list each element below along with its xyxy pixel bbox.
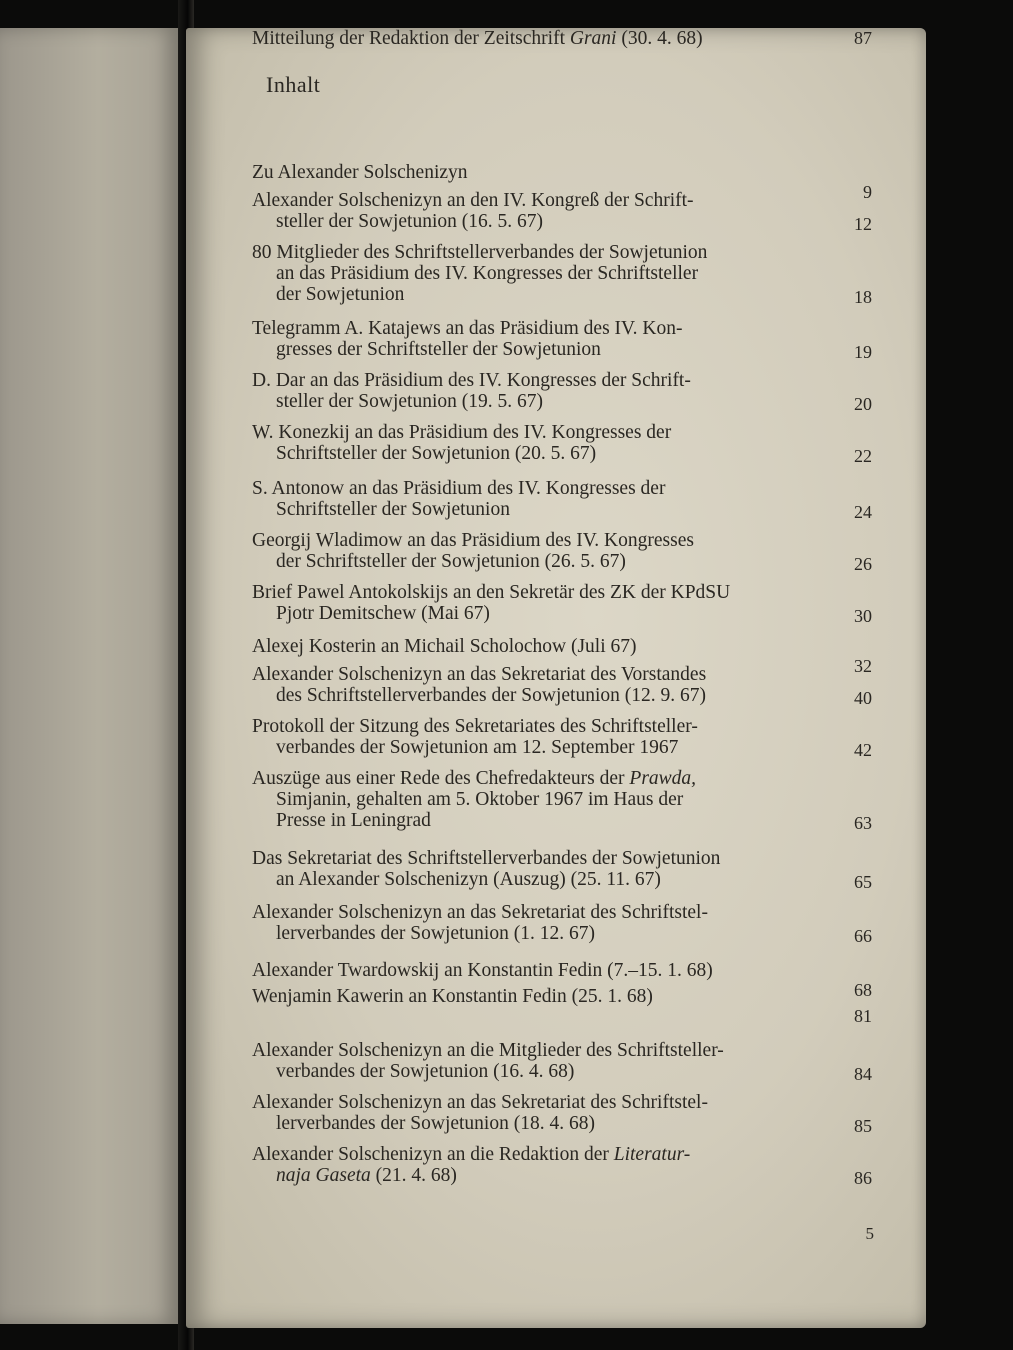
italic-title: Grani xyxy=(569,28,617,49)
toc-entry xyxy=(252,716,818,758)
toc-entry-line: Schriftsteller der Sowjetunion xyxy=(276,499,510,520)
toc-entry xyxy=(252,318,818,360)
toc-entry-line: Schriftsteller der Sowjetunion (20. 5. 67) xyxy=(276,443,597,464)
toc-entry-line: naja Gaseta (21. 4. 68) xyxy=(276,1165,457,1186)
toc-entry xyxy=(252,636,818,657)
toc-entry-line: steller der Sowjetunion (19. 5. 67) xyxy=(276,391,543,412)
toc-page-number: 30 xyxy=(854,606,872,626)
toc-page-number: 12 xyxy=(854,214,872,234)
toc-entry-line: Alexander Solschenizyn an das Sekretariat des Vorstandes xyxy=(252,664,707,685)
toc-page-number: 42 xyxy=(854,740,872,760)
toc-entry xyxy=(252,848,818,890)
toc-entry-line: an das Präsidium des IV. Kongresses der Schriftsteller xyxy=(276,263,699,284)
toc-page-number: 32 xyxy=(854,656,872,676)
toc-entry-line: Alexander Twardowskij an Konstantin Fedin (7.–15. 1. 68) xyxy=(252,960,713,981)
table-of-contents xyxy=(186,28,926,1328)
toc-entry xyxy=(252,582,818,624)
toc-page-number: 81 xyxy=(854,1006,872,1026)
toc-entry-line: Georgij Wladimow an das Präsidium des IV. Kongresses xyxy=(252,530,694,551)
toc-page-number: 65 xyxy=(854,872,872,892)
toc-page-number: 86 xyxy=(854,1168,872,1188)
toc-page-number: 24 xyxy=(854,502,872,522)
toc-entry-line: gresses der Schriftsteller der Sowjetunion xyxy=(276,339,601,360)
toc-entry xyxy=(252,1040,818,1082)
toc-entry-line: Mitteilung der Redaktion der Zeitschrift Grani (30. 4. 68) xyxy=(252,28,703,49)
toc-entry-line: Presse in Leningrad xyxy=(276,810,431,831)
toc-page-number: 63 xyxy=(854,813,872,833)
toc-entry-line: des Schriftstellerverbandes der Sowjetunion (12. 9. 67) xyxy=(276,685,706,706)
toc-entry-line: verbandes der Sowjetunion (16. 4. 68) xyxy=(276,1061,575,1082)
toc-entry-line: an Alexander Solschenizyn (Auszug) (25. 11. 67) xyxy=(276,869,661,890)
toc-page-number: 19 xyxy=(854,342,872,362)
facing-page xyxy=(0,28,178,1324)
toc-page-number: 20 xyxy=(854,394,872,414)
toc-entry xyxy=(252,478,818,520)
toc-entry-line: Alexander Solschenizyn an die Redaktion der Literatur- xyxy=(252,1144,691,1165)
toc-entry-line: Alexander Solschenizyn an die Mitglieder des Schriftsteller- xyxy=(252,1040,724,1061)
toc-entry-line: steller der Sowjetunion (16. 5. 67) xyxy=(276,211,543,232)
book-page xyxy=(186,28,926,1328)
toc-entry-line: verbandes der Sowjetunion am 12. September 1967 xyxy=(276,737,679,758)
toc-entry-line: Pjotr Demitschew (Mai 67) xyxy=(276,603,490,624)
toc-entry-line: Protokoll der Sitzung des Sekretariates des Schriftsteller- xyxy=(252,716,698,737)
toc-entry xyxy=(252,768,818,831)
toc-entry-line: W. Konezkij an das Präsidium des IV. Kongresses der xyxy=(252,422,672,443)
toc-entry-line: Alexander Solschenizyn an das Sekretariat des Schriftstel- xyxy=(252,1092,708,1113)
toc-entry-line: Telegramm A. Katajews an das Präsidium des IV. Kon- xyxy=(252,318,683,339)
toc-entry xyxy=(252,28,818,49)
toc-page-number: 85 xyxy=(854,1116,872,1136)
toc-page-number: 40 xyxy=(854,688,872,708)
toc-entry-line: Simjanin, gehalten am 5. Oktober 1967 im Haus der xyxy=(276,789,684,810)
toc-entry-line: Wenjamin Kawerin an Konstantin Fedin (25. 1. 68) xyxy=(252,986,653,1007)
toc-entry-line: Zu Alexander Solschenizyn xyxy=(252,162,468,183)
toc-entry-line: 80 Mitglieder des Schriftstellerverbandes der Sowjetunion xyxy=(252,242,708,263)
toc-entry-line: lerverbandes der Sowjetunion (1. 12. 67) xyxy=(276,923,595,944)
toc-entry xyxy=(252,1144,818,1186)
toc-entry-line: der Sowjetunion xyxy=(276,284,405,305)
toc-page-number: 26 xyxy=(854,554,872,574)
toc-entry xyxy=(252,530,818,572)
toc-page-number: 22 xyxy=(854,446,872,466)
toc-page-number: 68 xyxy=(854,980,872,1000)
toc-entry xyxy=(252,986,818,1007)
toc-entry xyxy=(252,242,818,305)
toc-entry-line: S. Antonow an das Präsidium des IV. Kongresses der xyxy=(252,478,666,499)
italic-title: Literatur- xyxy=(613,1144,691,1165)
toc-entry xyxy=(252,190,818,232)
toc-entry-line: Das Sekretariat des Schriftstellerverbandes der Sowjetunion xyxy=(252,848,721,869)
toc-entry-line: lerverbandes der Sowjetunion (18. 4. 68) xyxy=(276,1113,595,1134)
toc-entry-line: Brief Pawel Antokolskijs an den Sekretär des ZK der KPdSU xyxy=(252,582,731,603)
toc-entry-line: Alexander Solschenizyn an den IV. Kongreß der Schrift- xyxy=(252,190,694,211)
italic-title: naja Gaseta xyxy=(276,1165,376,1186)
page-title: Inhalt xyxy=(266,72,321,97)
toc-entry xyxy=(252,162,818,183)
toc-entry xyxy=(252,902,818,944)
toc-entry-line: Alexej Kosterin an Michail Scholochow (Juli 67) xyxy=(252,636,637,657)
italic-title: Prawda, xyxy=(629,768,697,789)
toc-page-number: 9 xyxy=(863,182,872,202)
page-number: 5 xyxy=(865,1224,874,1243)
toc-entry xyxy=(252,664,818,706)
toc-entry xyxy=(252,1092,818,1134)
toc-entry xyxy=(252,422,818,464)
toc-page-number: 18 xyxy=(854,287,872,307)
toc-entry xyxy=(252,960,818,981)
toc-entry-line: Alexander Solschenizyn an das Sekretariat des Schriftstel- xyxy=(252,902,708,923)
toc-entry-line: Auszüge aus einer Rede des Chefredakteurs der Prawda, xyxy=(252,768,697,789)
toc-entry xyxy=(252,370,818,412)
toc-page-number: 87 xyxy=(854,28,872,48)
toc-page-number: 84 xyxy=(854,1064,872,1084)
toc-entry-line: der Schriftsteller der Sowjetunion (26. 5. 67) xyxy=(276,551,626,572)
toc-page-number: 66 xyxy=(854,926,872,946)
toc-entry-line: D. Dar an das Präsidium des IV. Kongresses der Schrift- xyxy=(252,370,691,391)
